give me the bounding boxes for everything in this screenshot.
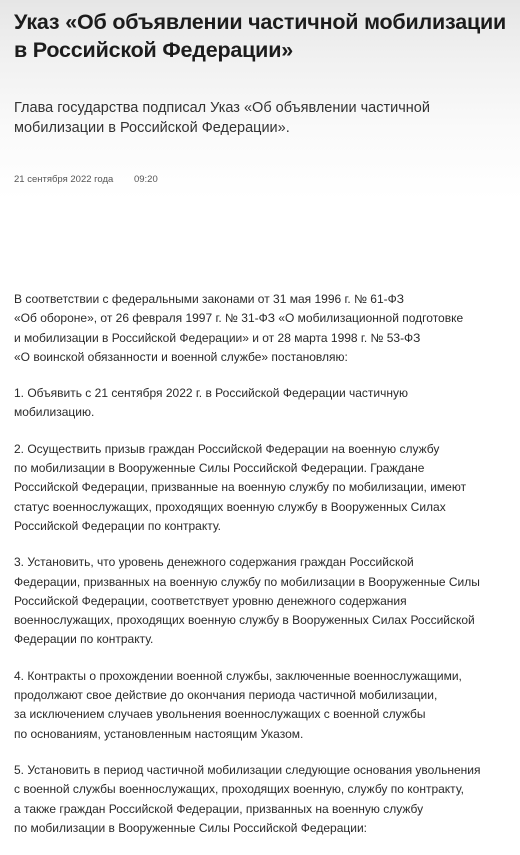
paragraph-line: 1. Объявить с 21 сентября 2022 г. в Российской Федерации частичную xyxy=(14,386,409,401)
article-lead-line: Глава государства подписал Указ «Об объявлении частичной xyxy=(14,100,430,116)
paragraph-line: с военной службы военнослужащих, проходящих военную, службу по контракту, xyxy=(14,782,464,797)
paragraph-line: за исключением случаев увольнения военнослужащих с военной службы xyxy=(14,707,426,722)
paragraph-line: Федерации, призванных на военную службу по мобилизации в Вооруженные Силы xyxy=(14,574,480,589)
paragraph-item-2 xyxy=(14,440,514,536)
paragraph-line: Российской Федерации по контракту. xyxy=(14,518,222,533)
article-lead-line: мобилизации в Российской Федерации». xyxy=(14,120,290,136)
article-time: 09:20 xyxy=(133,174,158,185)
paragraph-line: Российской Федерации, призванные на военную службу по мобилизации, имеют xyxy=(14,480,467,495)
paragraph-line: мобилизацию. xyxy=(14,405,95,420)
article-body xyxy=(14,290,514,855)
paragraph-line: статус военнослужащих, проходящих военную службу в Вооруженных Силах xyxy=(14,499,446,514)
article-date: 21 сентября 2022 года xyxy=(14,174,114,185)
paragraph-line: по мобилизации в Вооруженные Силы Российской Федерации. Граждане xyxy=(14,461,425,476)
article-title-line: Указ «Об объявлении частичной мобилизации xyxy=(14,10,507,34)
paragraph-line: по основаниям, установленным настоящим Указом. xyxy=(14,726,304,741)
paragraph-line: Федерации по контракту. xyxy=(14,632,154,647)
paragraph-item-4 xyxy=(14,667,514,744)
paragraph-line: В соответствии с федеральными законами от 31 мая 1996 г. № 61-ФЗ xyxy=(14,292,405,306)
paragraph-item-3 xyxy=(14,553,514,649)
article-lead xyxy=(14,98,514,138)
paragraph-line: военнослужащих, проходящих военную службу в Вооруженных Силах Российской xyxy=(14,613,475,628)
article-meta xyxy=(14,173,158,187)
paragraph-line: продолжают свое действие до окончания периода частичной мобилизации, xyxy=(14,688,438,703)
paragraph-line: «О воинской обязанности и военной службе» постановляю: xyxy=(14,349,348,364)
paragraph-line: 3. Установить, что уровень денежного содержания граждан Российской xyxy=(14,555,414,570)
paragraph-line: по мобилизации в Вооруженные Силы Российской Федерации: xyxy=(14,820,367,835)
paragraph-line: 4. Контракты о прохождении военной службы, заключенные военнослужащими, xyxy=(14,668,462,683)
article-title xyxy=(14,8,514,64)
paragraph-item-5 xyxy=(14,761,514,838)
paragraph-line: 2. Осуществить призыв граждан Российской Федерации на военную службу xyxy=(14,441,440,456)
paragraph-line: 5. Установить в период частичной мобилизации следующие основания увольнения xyxy=(14,762,481,777)
paragraph-line: а также граждан Российской Федерации, призванных на военную службу xyxy=(14,801,424,816)
paragraph-line: «Об обороне», от 26 февраля 1997 г. № 31-ФЗ «О мобилизационной подготовке xyxy=(14,311,464,326)
paragraph-preamble xyxy=(14,290,514,367)
paragraph-line: Российской Федерации, соответствует уровню денежного содержания xyxy=(14,593,407,608)
article-title-line: в Российской Федерации» xyxy=(14,38,293,62)
paragraph-item-1 xyxy=(14,384,514,423)
paragraph-line: и мобилизации в Российской Федерации» и от 28 марта 1998 г. № 53-ФЗ xyxy=(14,330,421,345)
